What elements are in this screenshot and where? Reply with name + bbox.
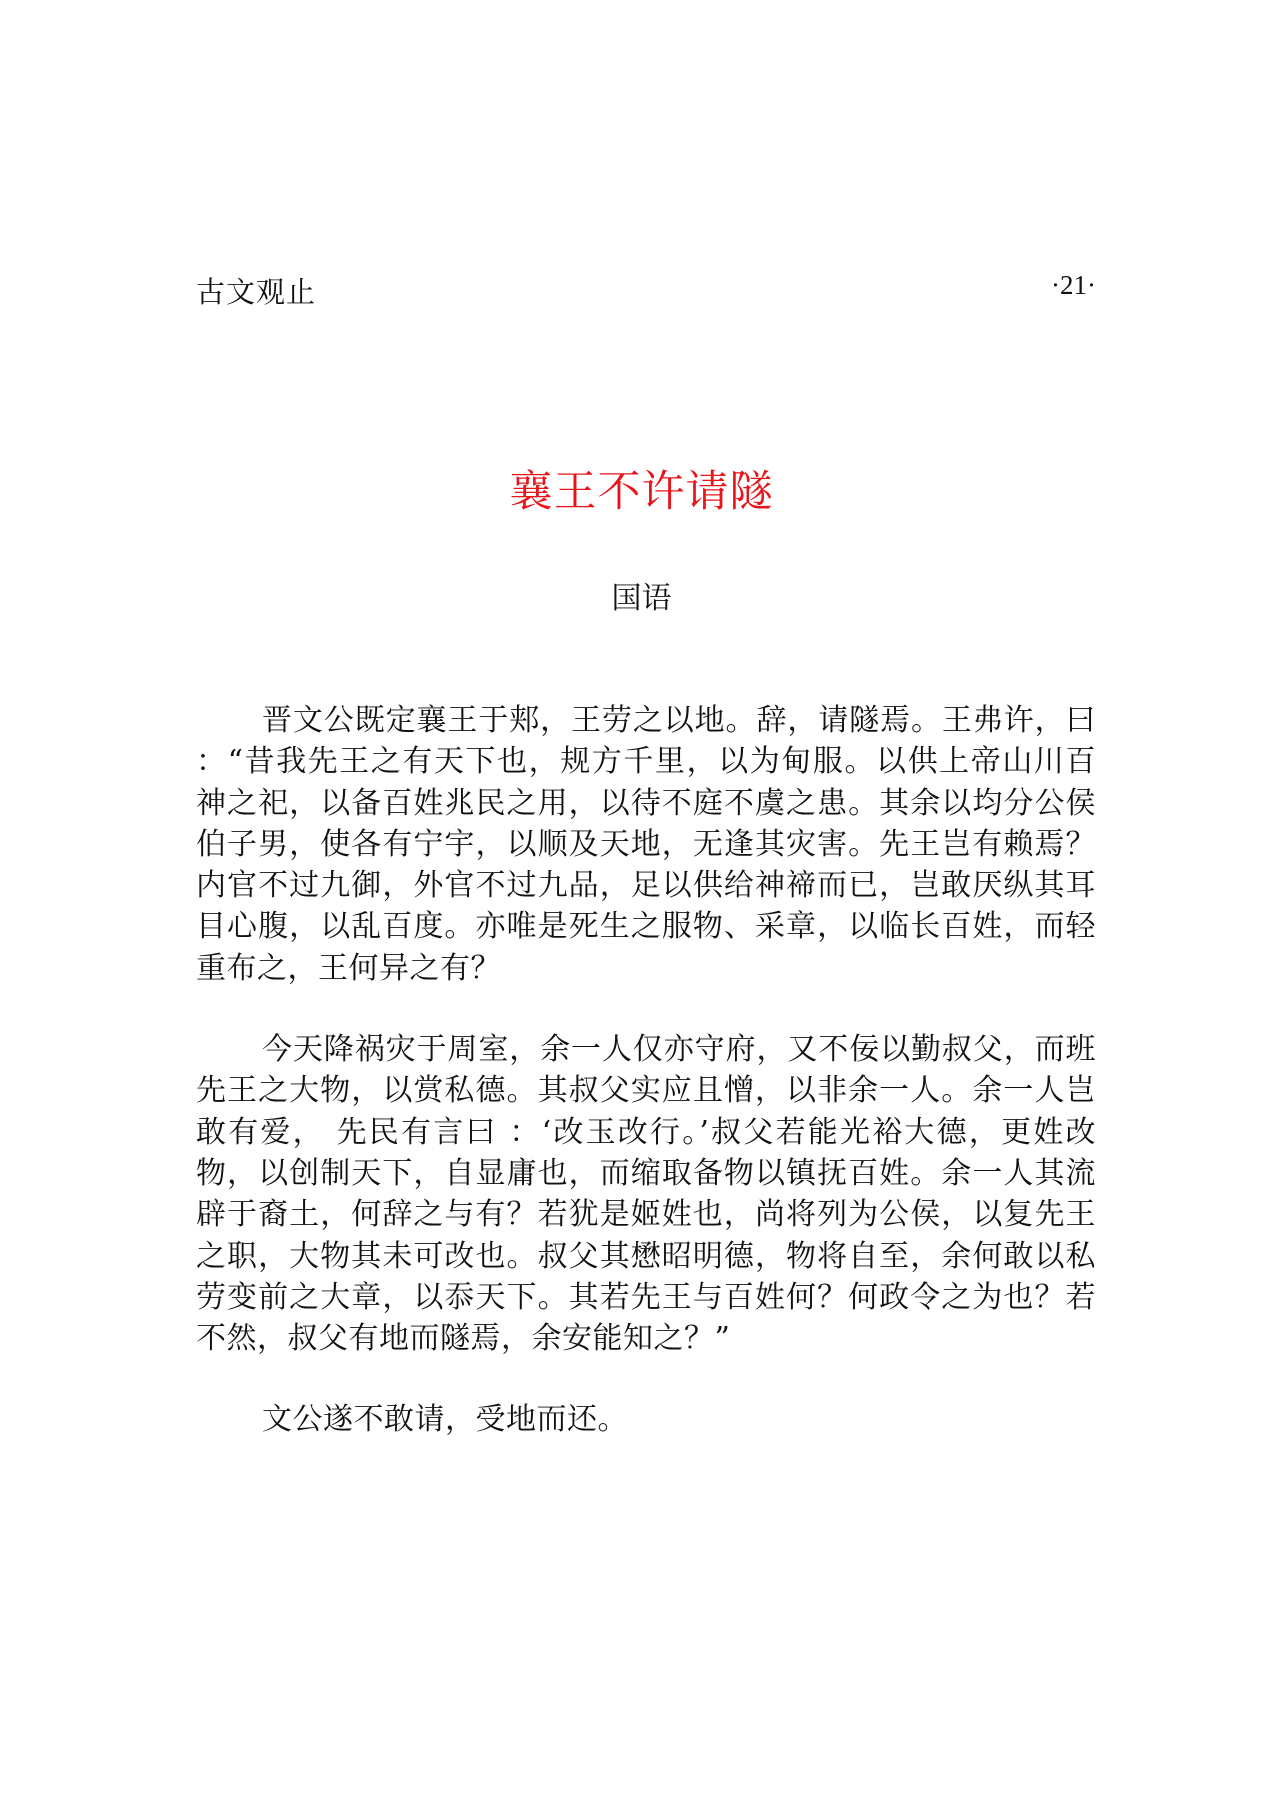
paragraph-2: 今天降祸灾于周室，余一人仅亦守府，又不佞以勤叔父，而班先王之大物，以赏私德。其叔父实应且憎，以非余一人。余一人岂敢有爱， 先民有言曰 ：‘改玉改行。’叔父若能光裕大德，更姓改物，以创制天下，自显庸也，而缩取备物以镇抚百姓。余一人其流辟于裔土，何辞之与有？若犹是姬姓也，尚将列为公侯，以复先王之职，大物其未可改也。叔父其懋昭明德，物将自至，余何敢以私劳变前之大章，以忝天下。其若先王与百姓何？何政令之为也？若不然，叔父有地而隧焉，余安能知之？” bbox=[196, 1032, 1096, 1357]
article-body bbox=[196, 700, 1096, 1481]
paragraph-3: 文公遂不敢请，受地而还。 bbox=[262, 1402, 628, 1438]
book-title: 古文观止 bbox=[196, 275, 317, 309]
article-title: 襄王不许请隧 bbox=[509, 467, 774, 517]
paragraph-1: 晋文公既定襄王于郏，王劳之以地。辞，请隧焉。王弗许，曰 ：“昔我先王之有天下也，规方千里，以为甸服。以供上帝山川百神之祀，以备百姓兆民之用，以待不庭不虞之患。其余以均分公侯伯子男，使各有宁宇，以顺及天地，无逢其灾害。先王岂有赖焉？内官不过九御，外官不过九品，足以供给神禘而已，岂敢厌纵其耳目心腹，以乱百度。亦唯是死生之服物、采章，以临长百姓，而轻重布之，王何异之有？ bbox=[196, 703, 1096, 986]
page-number: ·21· bbox=[1051, 270, 1096, 300]
article-author: 国语 bbox=[611, 581, 672, 616]
running-header bbox=[196, 270, 1096, 310]
